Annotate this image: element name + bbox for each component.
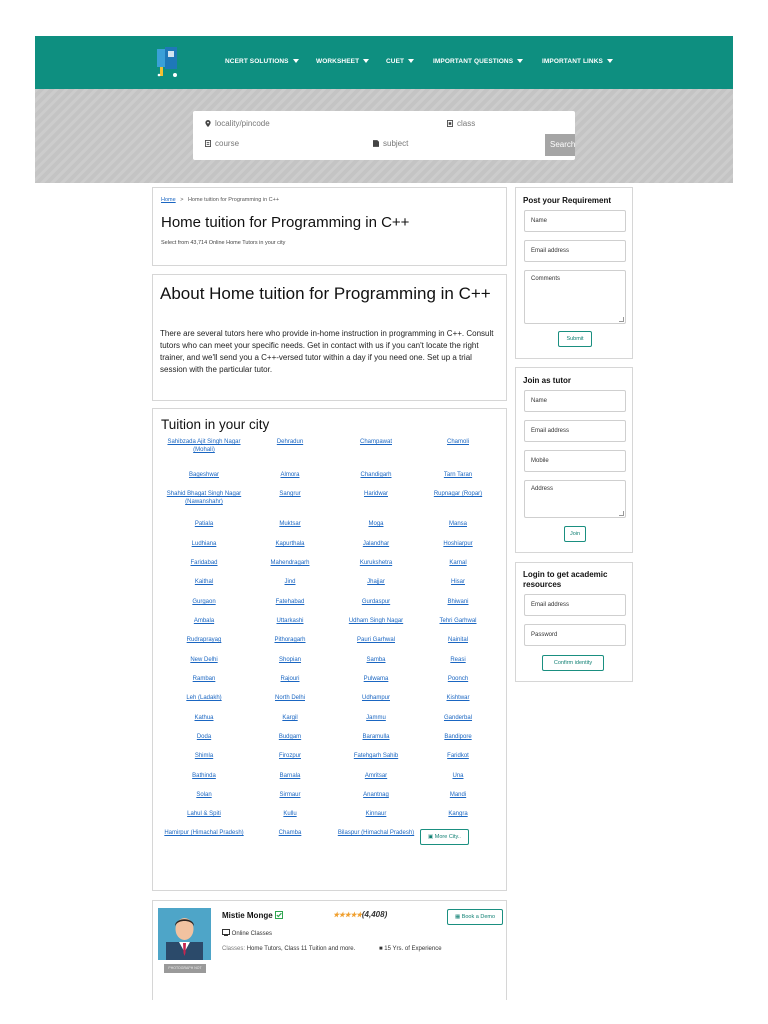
city-link[interactable]: North Delhi [274, 695, 305, 701]
city-link[interactable]: Solan [196, 792, 212, 798]
city-link[interactable]: Amritsar [364, 773, 388, 779]
city-link[interactable]: Budgam [278, 734, 302, 740]
login-card [515, 562, 633, 682]
city-link[interactable]: Hisar [450, 579, 465, 585]
post-name-field[interactable]: Name [524, 210, 626, 232]
header-card [152, 187, 507, 266]
building-icon: ▣ [428, 834, 434, 840]
chevron-down-icon [517, 59, 523, 63]
city-link[interactable]: Shahid Bhagat Singh Nagar (Nawanshahr) [166, 491, 242, 505]
cities-card [152, 408, 507, 891]
city-link[interactable]: Ludhiana [191, 541, 217, 547]
city-link[interactable]: Tarn Taran [443, 472, 473, 478]
resize-handle-icon[interactable] [619, 511, 624, 516]
city-link[interactable]: Almora [280, 472, 300, 478]
join-mobile-field[interactable]: Mobile [524, 450, 626, 472]
city-link[interactable]: Gurgaon [192, 599, 216, 605]
nav-important-questions[interactable]: IMPORTANT QUESTIONS [433, 58, 523, 65]
join-tutor-card [515, 367, 633, 553]
city-link[interactable]: Reasi [450, 657, 466, 663]
resize-handle-icon[interactable] [619, 317, 624, 322]
city-link[interactable]: Chandigarh [360, 472, 392, 478]
top-navbar [35, 36, 733, 89]
chevron-down-icon [363, 59, 369, 63]
city-link[interactable]: Kathua [194, 715, 214, 721]
site-logo-icon[interactable] [155, 45, 181, 79]
nav-ncert-solutions[interactable]: NCERT SOLUTIONS [225, 58, 299, 65]
post-comments-field[interactable]: Comments [524, 270, 626, 324]
city-link[interactable]: Sirmaur [279, 792, 301, 798]
city-link[interactable]: Bilaspur (Himachal Pradesh) [337, 830, 415, 836]
confirm-identity-button[interactable]: Confirm identity [542, 655, 604, 671]
join-name-field[interactable]: Name [524, 390, 626, 412]
city-link[interactable]: Faridabad [190, 560, 218, 566]
city-link[interactable]: Kullu [283, 811, 297, 817]
city-link[interactable]: Uttarkashi [276, 618, 304, 624]
city-link[interactable]: Kangra [448, 811, 468, 817]
city-link[interactable]: Samba [366, 657, 386, 663]
city-link[interactable]: Pithoragarh [274, 637, 306, 643]
about-title: About Home tuition for Programming in C++ [160, 284, 491, 303]
city-link[interactable]: Ambala [193, 618, 215, 624]
rating-stars-icon: ★★★★★ [333, 912, 362, 919]
page-subtitle: Select from 43,714 Online Home Tutors in your city [161, 240, 286, 246]
city-link[interactable]: Karnal [449, 560, 467, 566]
breadcrumb-current: Home tuition for Programming in C++ [187, 197, 280, 203]
city-link[interactable]: Mahendragarh [270, 560, 310, 566]
join-address-field[interactable]: Address [524, 480, 626, 518]
chevron-down-icon [408, 59, 414, 63]
city-link[interactable]: Jind [284, 579, 296, 585]
chevron-down-icon [293, 59, 299, 63]
city-link[interactable]: Bhiwani [447, 599, 469, 605]
briefcase-icon: ■ [379, 946, 383, 952]
locality-input[interactable]: locality/pincode [205, 119, 270, 128]
breadcrumb-home-link[interactable]: Home [161, 197, 176, 203]
city-link[interactable]: Udhampur [361, 695, 390, 701]
city-link[interactable]: Jhajjar [367, 579, 385, 585]
city-link[interactable]: Kaithal [194, 579, 214, 585]
city-link[interactable]: Firozpur [278, 753, 301, 759]
tutor-rating: ★★★★★(4,408) [333, 910, 388, 919]
map-pin-icon [205, 120, 211, 127]
city-link[interactable]: Jammu [366, 715, 386, 721]
search-button[interactable]: Search [545, 134, 575, 156]
post-requirement-title: Post your Requirement [523, 196, 612, 205]
city-link[interactable]: Kurukshetra [359, 560, 393, 566]
join-email-field[interactable]: Email address [524, 420, 626, 442]
city-link[interactable]: New Delhi [190, 657, 218, 663]
tutor-classes: Classes: Home Tutors, Class 11 Tuition and more. [222, 946, 356, 952]
city-link[interactable]: Haridwar [363, 491, 388, 497]
city-link[interactable]: Sahibzada Ajit Singh Nagar (Mohali) [167, 439, 241, 453]
city-link[interactable]: Leh (Ladakh) [186, 695, 222, 701]
city-link[interactable]: Barnala [279, 773, 301, 779]
city-link[interactable]: Mansa [448, 521, 467, 527]
city-link[interactable]: Pauri Garhwal [356, 637, 395, 643]
join-button[interactable]: Join [564, 526, 586, 542]
city-link[interactable]: Fatehabad [275, 599, 305, 605]
city-link[interactable]: Bageshwar [188, 472, 220, 478]
login-password-field[interactable]: Password [524, 624, 626, 646]
nav-important-links[interactable]: IMPORTANT LINKS [542, 58, 613, 65]
page-title: Home tuition for Programming in C++ [161, 214, 410, 231]
city-link[interactable]: Kishtwar [446, 695, 470, 701]
city-link[interactable]: Kapurthala [275, 541, 305, 547]
city-link[interactable]: Ganderbal [443, 715, 473, 721]
city-link[interactable]: Gurdaspur [361, 599, 391, 605]
city-link[interactable]: Bandipore [444, 734, 472, 740]
monitor-icon [222, 929, 230, 936]
city-link[interactable]: Tehri Garhwal [439, 618, 477, 624]
tutor-name[interactable]: Mistie Monge [222, 911, 283, 920]
city-link[interactable]: Baramulla [362, 734, 390, 740]
city-link[interactable]: Chamoli [446, 439, 469, 445]
search-banner [35, 89, 733, 183]
city-link[interactable]: Kargil [282, 715, 298, 721]
course-icon [205, 140, 211, 147]
join-tutor-title: Join as tutor [523, 376, 572, 385]
city-link[interactable]: Mandi [449, 792, 467, 798]
city-link[interactable]: Udham Singh Nagar [348, 618, 404, 624]
search-form [193, 111, 575, 160]
course-input[interactable]: course [205, 139, 239, 148]
subject-input[interactable]: subject [373, 139, 408, 148]
tutor-card [152, 900, 507, 1000]
city-link[interactable]: Hamirpur (Himachal Pradesh) [164, 830, 244, 836]
photo-badge: PHOTOGRAPH NOT [164, 964, 206, 973]
city-link[interactable]: Moga [368, 521, 384, 527]
city-link[interactable]: Hoshiarpur [443, 541, 473, 547]
book-demo-button[interactable]: ▦ Book a Demo [447, 909, 503, 925]
city-link[interactable]: Pulwama [363, 676, 389, 682]
nav-worksheet[interactable]: WORKSHEET [316, 58, 369, 65]
city-link[interactable]: Doda [196, 734, 212, 740]
submit-requirement-button[interactable]: Submit [558, 331, 592, 347]
city-link[interactable]: Rudraprayag [186, 637, 222, 643]
class-input[interactable]: class [447, 119, 475, 128]
about-text: There are several tutors here who provide in-home instruction in programming in C++. Consult tutors who can meet your specific needs. Get in contact with us if you can't locate the right trainer, and we'll send you a C++-versed tutor within a day if you need one. Set up a trial session with the particular tutor. [160, 329, 494, 374]
city-link[interactable]: Shimla [194, 753, 214, 759]
post-email-field[interactable]: Email address [524, 240, 626, 262]
city-link[interactable]: Champawat [359, 439, 392, 445]
city-link[interactable]: Chamba [278, 830, 302, 836]
city-link[interactable]: Nainital [447, 637, 468, 643]
post-requirement-card [515, 187, 633, 359]
calendar-icon: ▦ [454, 914, 461, 920]
breadcrumb [161, 197, 279, 203]
city-link[interactable]: Una [452, 773, 464, 779]
city-link[interactable]: Kinnaur [365, 811, 387, 817]
breadcrumb-separator: > [180, 197, 184, 203]
chevron-down-icon [607, 59, 613, 63]
city-link[interactable]: Faridkot [447, 753, 469, 759]
city-link[interactable]: Fatehgarh Sahib [353, 753, 399, 759]
city-link[interactable]: Sangrur [279, 491, 301, 497]
city-link[interactable]: Poonch [447, 676, 469, 682]
verified-icon [275, 911, 283, 919]
city-link[interactable]: Rajouri [280, 676, 300, 682]
subject-icon [373, 140, 379, 147]
city-link[interactable]: Rupnagar (Ropar) [433, 491, 483, 497]
city-link[interactable]: Anantnag [363, 792, 389, 798]
login-title: Login to get academic resources [523, 570, 608, 589]
tutor-experience: ■ 15 Yrs. of Experience [379, 946, 442, 952]
city-link[interactable]: Muktsar [279, 521, 301, 527]
city-link[interactable]: Shopian [278, 657, 302, 663]
city-link[interactable]: Dehradun [276, 439, 304, 445]
about-card [152, 274, 507, 401]
tutor-mode: Online Classes [222, 929, 272, 937]
login-email-field[interactable]: Email address [524, 594, 626, 616]
city-link[interactable]: Ramban [192, 676, 216, 682]
tutor-avatar[interactable] [158, 908, 211, 960]
nav-cuet[interactable]: CUET [386, 58, 414, 65]
city-link[interactable]: Patiala [194, 521, 214, 527]
class-icon [447, 120, 453, 127]
city-link[interactable]: Lahul & Spiti [187, 811, 221, 817]
city-link[interactable]: Bathinda [192, 773, 216, 779]
more-city-button[interactable]: ▣ More City.. [420, 829, 469, 845]
city-link[interactable]: Jalandhar [362, 541, 390, 547]
cities-title: Tuition in your city [161, 417, 270, 432]
